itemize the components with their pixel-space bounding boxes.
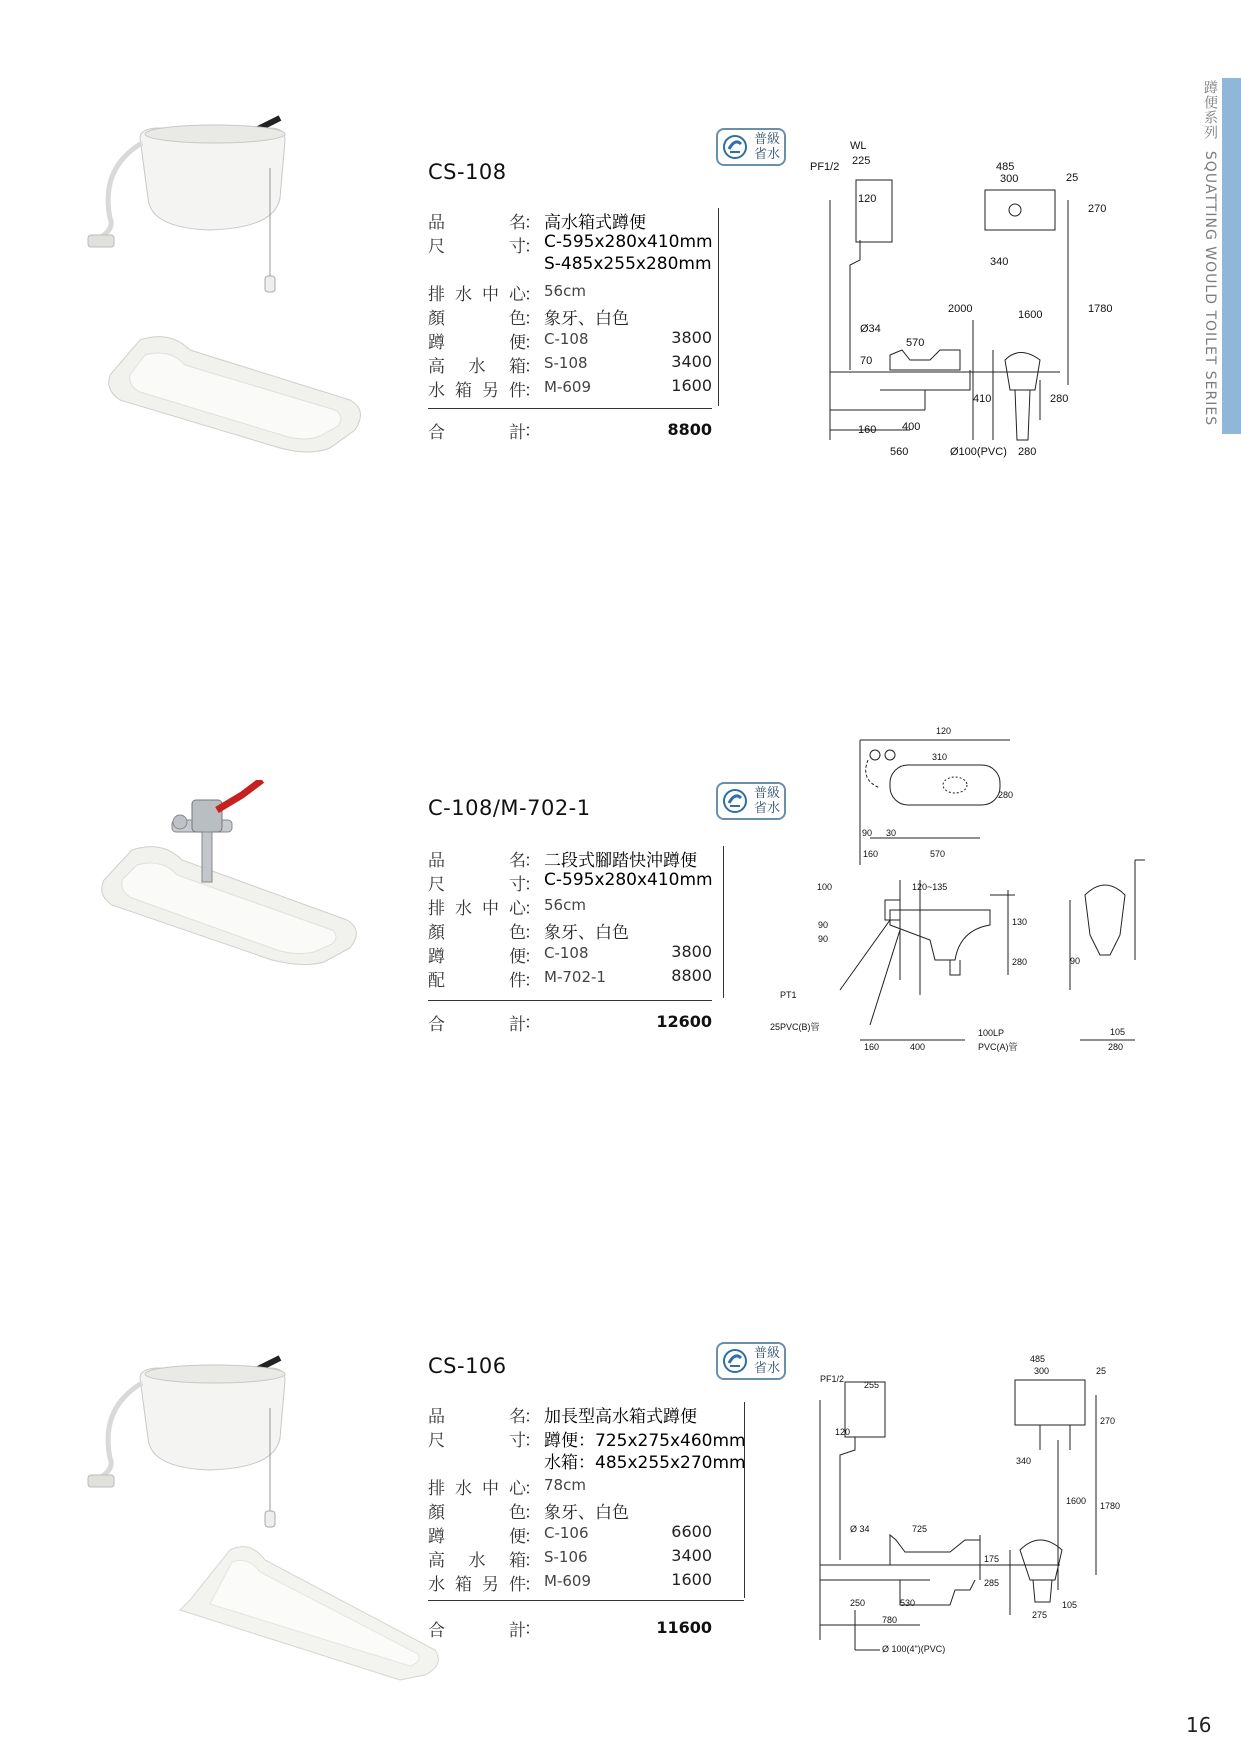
spec-row: 配 件 ： M-702-1 8800 (428, 966, 712, 991)
dim-label: 285 (984, 1578, 1000, 1588)
dim-label: 90 (818, 920, 829, 930)
dim-label: 105 (1062, 1600, 1078, 1610)
squat-toilet-photo (100, 330, 370, 460)
dim-label: 400 (902, 421, 921, 433)
spec-row: 尺 寸 ： 蹲便：725x275x460mm (428, 1431, 746, 1451)
dim-label: 1600 (1018, 309, 1043, 321)
dim-label: 280 (1108, 1042, 1124, 1052)
dim-label: PF1/2 (810, 161, 840, 173)
badge-line-2: 省水 (753, 147, 780, 162)
water-saving-badge (716, 128, 786, 166)
water-saving-badge (716, 1342, 786, 1380)
long-squat-toilet-photo (170, 1540, 450, 1690)
badge-line-2: 省水 (753, 1361, 780, 1376)
dim-label: PF1/2 (820, 1374, 845, 1384)
dim-label: 300 (1034, 1366, 1050, 1376)
spec-row: 蹲 便 ： C-108 3800 (428, 942, 712, 967)
spec-row: 顏 色 ： 象牙、白色 (428, 1503, 629, 1523)
badge-line-1: 普級 (753, 132, 780, 147)
dim-label: 570 (906, 337, 925, 349)
dim-label: 300 (1000, 173, 1019, 185)
dim-label: 780 (882, 1615, 898, 1625)
total-price: 12600 (656, 1012, 712, 1031)
dim-label: 1780 (1088, 303, 1113, 315)
dim-label: 280 (1012, 957, 1028, 967)
spec-row: 蹲 便 ： C-108 3800 (428, 328, 712, 353)
dim-label: 100 (817, 882, 833, 892)
dim-label: 340 (1016, 1456, 1032, 1466)
dim-label: 25 (1066, 172, 1079, 184)
dim-label: 250 (850, 1598, 866, 1608)
dim-label: 160 (863, 849, 879, 859)
technical-drawing (800, 1340, 1130, 1660)
model-name: C-108/M-702-1 (428, 796, 591, 820)
total-price: 8800 (667, 420, 712, 439)
spec-row: 高 水 箱 ： S-108 3400 (428, 352, 712, 377)
dim-label: 1600 (1066, 1496, 1087, 1506)
badge-line-1: 普級 (753, 786, 780, 801)
dim-label: 130 (1012, 917, 1028, 927)
dim-label: 100LP (978, 1028, 1005, 1038)
dim-label: 160 (858, 424, 877, 436)
water-saving-icon (722, 1348, 748, 1374)
dim-label: 280 (998, 790, 1014, 800)
dim-label: 120 (936, 726, 952, 736)
technical-drawing (810, 140, 1130, 470)
spec-row: 尺 寸 ： C-595x280x410mm (428, 232, 713, 257)
dim-label: 280 (1050, 393, 1069, 405)
dim-label: PVC(A)管 (978, 1042, 1018, 1052)
water-saving-icon (722, 134, 748, 160)
spec-row: S-485x255x280mm (544, 254, 712, 274)
spec-row: 排 水 中 心 ： 56cm (428, 282, 586, 305)
dim-label: 25PVC(B)管 (770, 1022, 820, 1032)
dim-label: 1780 (1100, 1501, 1121, 1511)
dim-label: 105 (1110, 1027, 1126, 1037)
dim-label: 120~135 (912, 882, 948, 892)
dim-label: 2000 (948, 303, 973, 315)
spec-row: 排 水 中 心 ： 78cm (428, 1476, 586, 1499)
dim-label: 30 (886, 828, 897, 838)
spec-row: 水 箱 另 件 ： M-609 1600 (428, 376, 712, 401)
page-number: 16 (1186, 1713, 1212, 1737)
dim-label: 90 (862, 828, 873, 838)
water-saving-icon (722, 788, 748, 814)
dim-label: 90 (818, 934, 829, 944)
total-price: 11600 (656, 1618, 712, 1637)
model-name: CS-106 (428, 1354, 507, 1378)
spec-row: 品 名 ： 二段式腳踏快沖蹲便 (428, 851, 697, 871)
section-tab (1222, 78, 1241, 434)
dim-label: 160 (864, 1042, 880, 1052)
badge-line-2: 省水 (753, 801, 780, 816)
dim-label: 90 (1070, 956, 1081, 966)
technical-drawing (760, 720, 1180, 1060)
dim-label: 175 (984, 1554, 1000, 1564)
dim-label: 485 (996, 161, 1015, 173)
spec-table: 品 名 ： 高水箱式蹲便 尺 寸 ： C-595x280x410mm S-485x255x280mm 排 水 中 心 ： 56cm 顏 色 ： 象牙、白色 蹲 便 ： C-108 3800 高 水 箱 ： S-108 3400 水 箱 另 件 ： M-609 1600 合 計 ： 8800 (428, 208, 712, 438)
dim-label: 410 (973, 393, 992, 405)
series-label-cn: 蹲便系列 (1202, 80, 1218, 140)
spec-row: 水 箱 另 件 ： M-609 1600 (428, 1570, 712, 1595)
dim-label: 70 (860, 355, 873, 367)
flush-valve-toilet-photo (92, 780, 372, 970)
dim-label: Ø100(PVC) (950, 446, 1007, 458)
dim-label: 270 (1088, 203, 1107, 215)
dim-label: 340 (990, 256, 1009, 268)
dim-label: 280 (1018, 446, 1037, 458)
high-tank-photo (80, 108, 300, 308)
dim-label: Ø34 (860, 323, 881, 335)
spec-table: 品 名 ： 二段式腳踏快沖蹲便 尺 寸 ： C-595x280x410mm 排 水 中 心 ： 56cm 顏 色 ： 象牙、白色 蹲 便 ： C-108 3800 配 件 ： M-702-1 8800 合 計 ： 12600 (428, 846, 712, 1046)
spec-row: 品 名 ： 加長型高水箱式蹲便 (428, 1407, 697, 1427)
spec-row: 顏 色 ： 象牙、白色 (428, 923, 629, 943)
dim-label: 560 (890, 446, 909, 458)
dim-label: WL (850, 140, 867, 152)
badge-line-1: 普級 (753, 1346, 780, 1361)
dim-label: 120 (858, 193, 877, 205)
spec-table: 品 名 ： 加長型高水箱式蹲便 尺 寸 ： 蹲便：725x275x460mm 水箱：485x255x270mm 排 水 中 心 ： 78cm 顏 色 ： 象牙、白色 蹲 便 ： C-106 6600 高 水 箱 ： S-106 3400 水 箱 另 件 ： M-609 1600 合 計 ： 11600 (428, 1402, 712, 1632)
dim-label: 270 (1100, 1416, 1116, 1426)
dim-label: 310 (932, 752, 948, 762)
spec-row: 尺 寸 ： C-595x280x410mm (428, 870, 713, 895)
dim-label: 725 (912, 1524, 928, 1534)
dim-label: PT1 (780, 990, 797, 1000)
spec-row: 蹲 便 ： C-106 6600 (428, 1522, 712, 1547)
dim-label: Ø 34 (850, 1524, 870, 1534)
dim-label: 570 (930, 849, 946, 859)
spec-row: 顏 色 ： 象牙、白色 (428, 309, 629, 329)
dim-label: 275 (1032, 1610, 1048, 1620)
series-label (1196, 80, 1220, 440)
dim-label: 120 (835, 1427, 851, 1437)
dim-label: 225 (852, 155, 871, 167)
dim-label: 25 (1096, 1366, 1107, 1376)
series-label-en: SQUATTING WOULD TOILET SERIES (1202, 150, 1218, 427)
high-tank-photo (80, 1348, 300, 1538)
dim-label: Ø 100(4")(PVC) (882, 1644, 946, 1654)
spec-row: 高 水 箱 ： S-106 3400 (428, 1546, 712, 1571)
spec-row: 品 名 ： 高水箱式蹲便 (428, 213, 646, 233)
model-name: CS-108 (428, 160, 507, 184)
dim-label: 400 (910, 1042, 926, 1052)
spec-row: 水箱：485x255x270mm (544, 1453, 746, 1473)
dim-label: 255 (864, 1380, 880, 1390)
dim-label: 485 (1030, 1354, 1046, 1364)
spec-row: 排 水 中 心 ： 56cm (428, 896, 586, 919)
dim-label: 530 (900, 1598, 916, 1608)
